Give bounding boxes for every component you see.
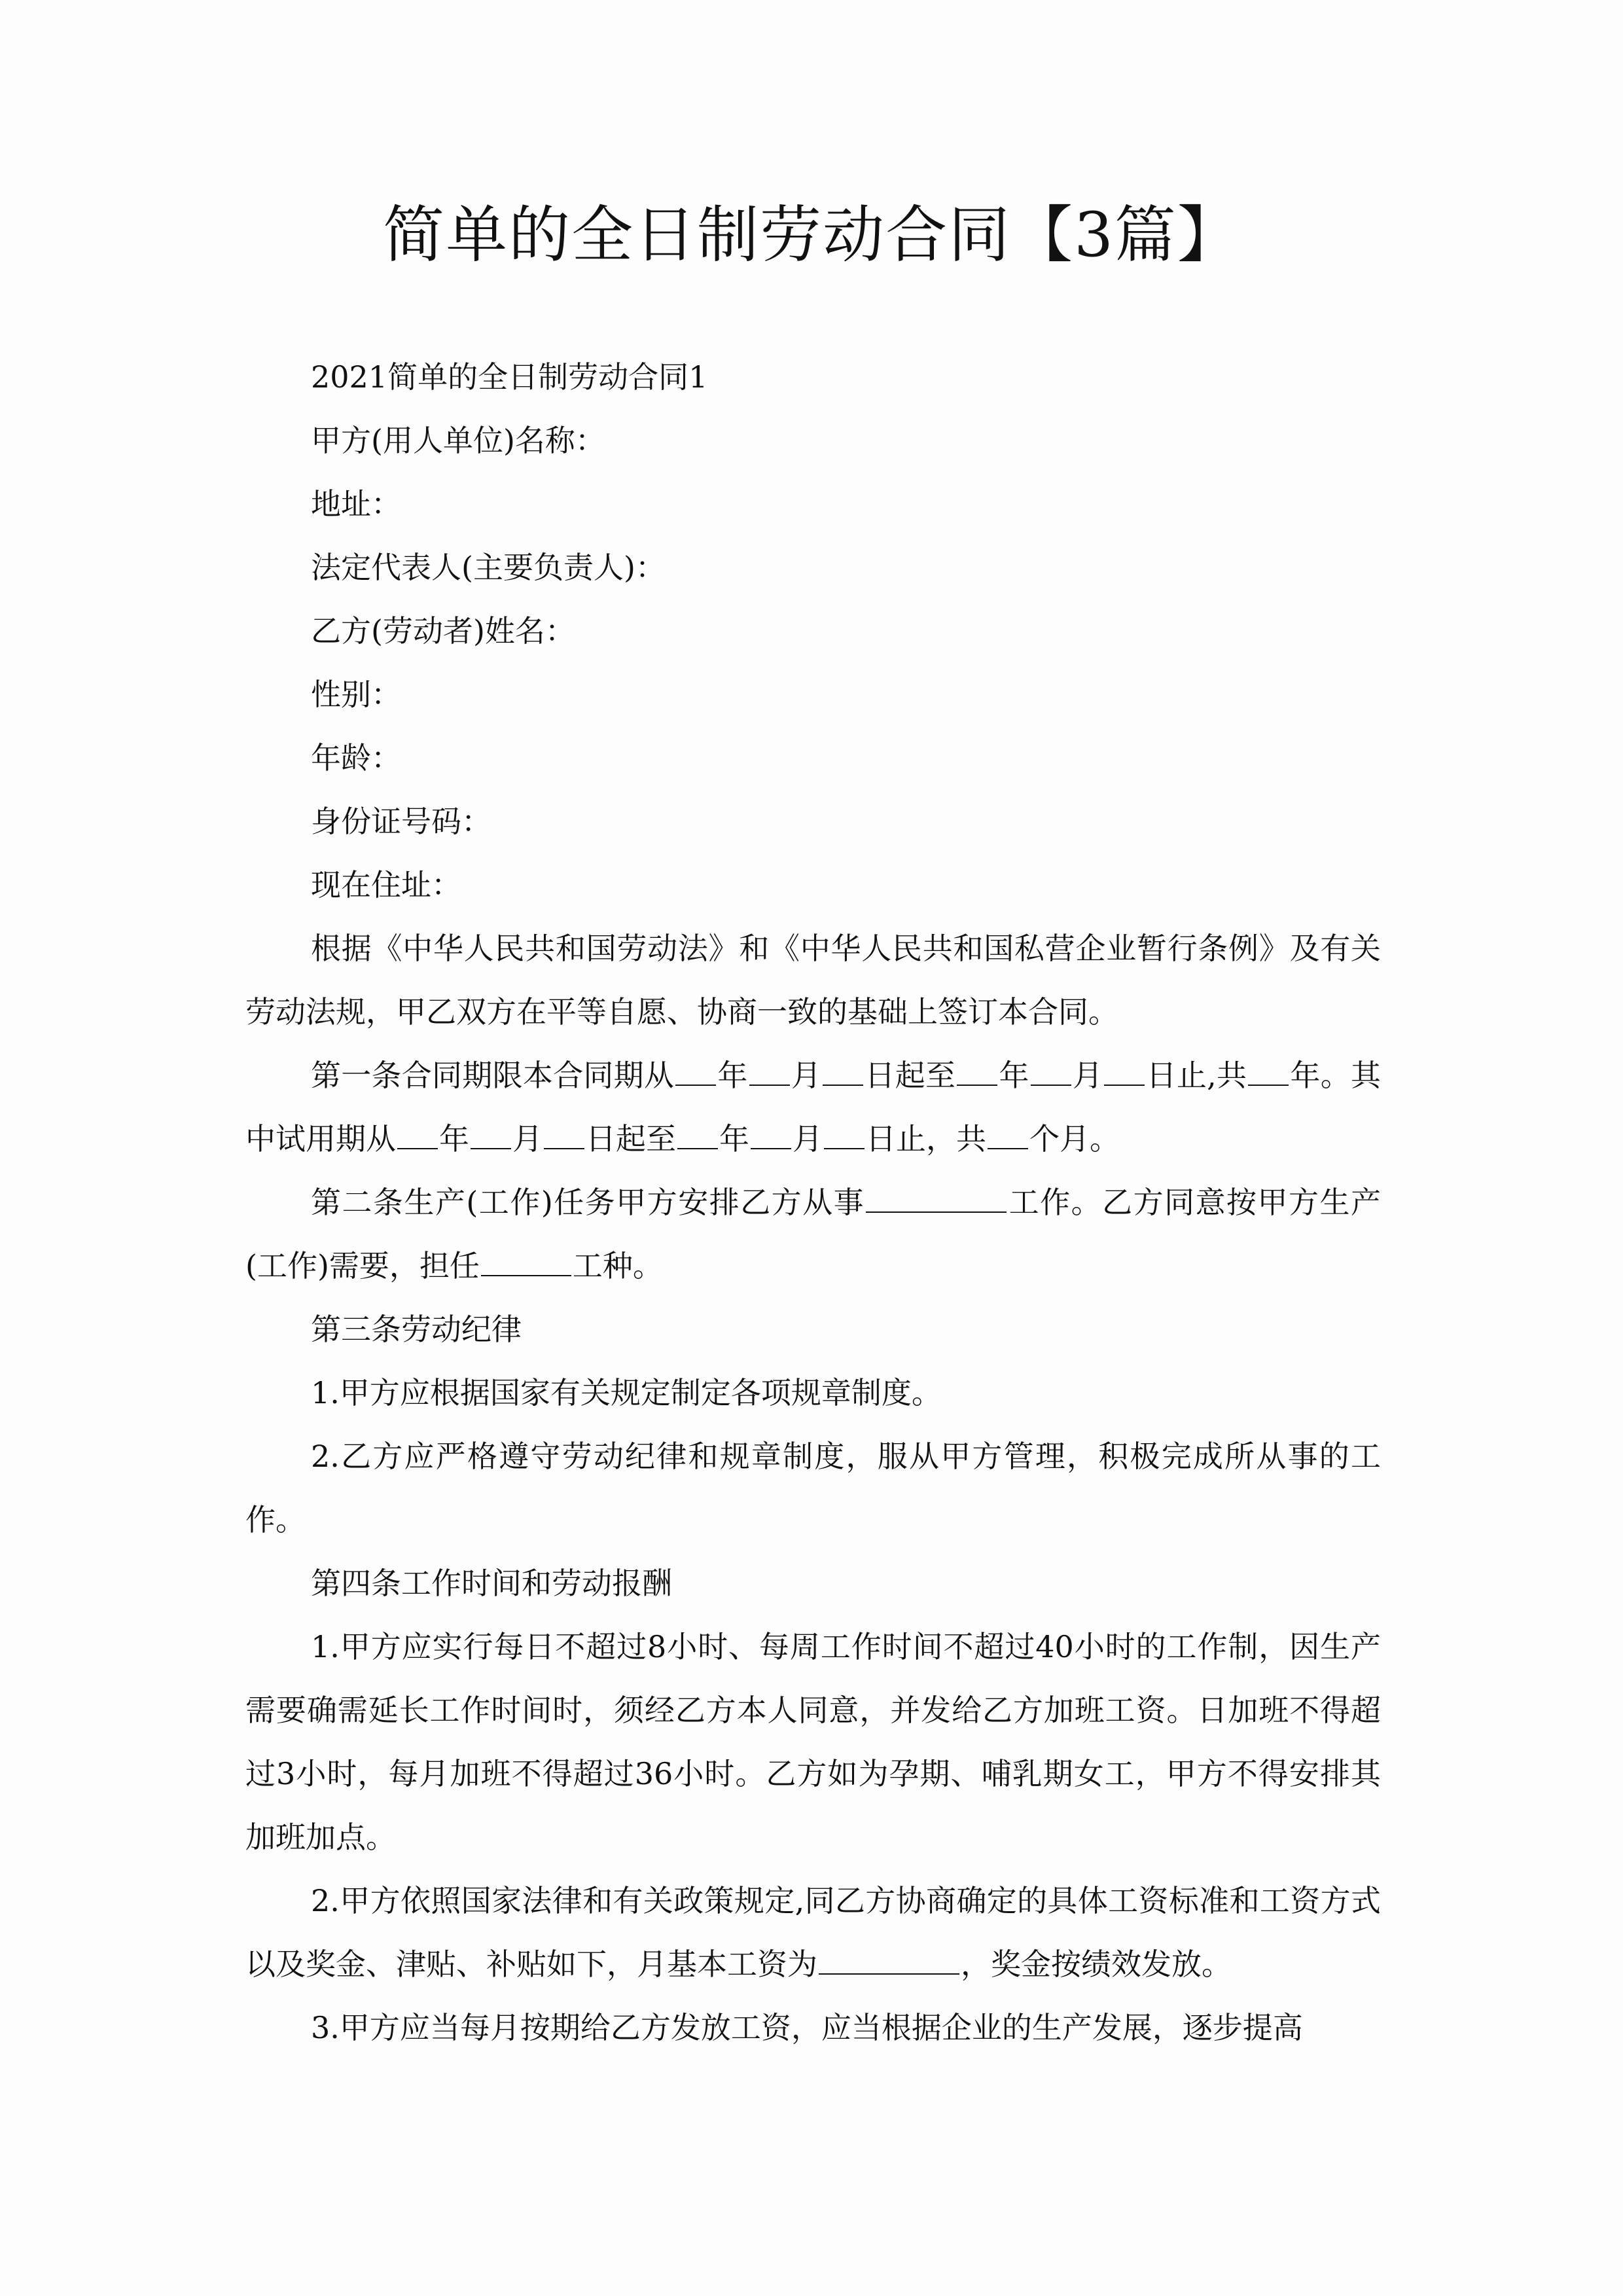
blank-field	[675, 1058, 716, 1086]
document-body	[245, 346, 1381, 2060]
text-segment: 年	[719, 1121, 749, 1157]
field-id-number: 身份证号码：	[311, 804, 491, 839]
blank-field-job	[866, 1185, 1007, 1213]
text-segment: 年	[717, 1058, 748, 1093]
text-segment: 日止，共	[866, 1121, 986, 1157]
field-age: 年龄：	[311, 740, 401, 776]
text-segment: 年	[439, 1121, 469, 1157]
article-4-heading: 第四条工作时间和劳动报酬	[311, 1566, 672, 1601]
field-employer-address: 地址：	[311, 486, 401, 522]
field-current-address: 现在住址：	[311, 867, 461, 903]
text-segment: 工种。	[572, 1248, 663, 1283]
blank-field	[471, 1122, 511, 1149]
text-segment: 2.甲方依照国家法律和有关政策规定,同乙方协商确定的具体工资标准和工资方式以及奖金、津贴、补贴如下，月基本工资为	[245, 1883, 1381, 1982]
document-title: 简单的全日制劳动合同【3篇】	[383, 200, 1240, 271]
article-4-item-3: 3.甲方应当每月按期给乙方发放工资，应当根据企业的生产发展，逐步提高	[311, 2010, 1303, 2045]
text-segment: 第二条生产(工作)任务甲方安排乙方从事	[311, 1185, 865, 1220]
text-segment: 日起至	[586, 1121, 676, 1157]
blank-field	[749, 1058, 790, 1086]
field-legal-representative: 法定代表人(主要负责人)：	[311, 550, 666, 585]
blank-field	[677, 1122, 718, 1149]
blank-field	[544, 1122, 584, 1149]
blank-field	[824, 1122, 865, 1149]
text-segment: ，奖金按绩效发放。	[961, 1946, 1232, 1982]
blank-field	[751, 1122, 791, 1149]
text-segment: 月	[791, 1058, 822, 1093]
field-employer-name: 甲方(用人单位)名称：	[311, 423, 605, 458]
blank-field	[823, 1058, 863, 1086]
text-segment: 工作。乙方同意按甲方生产(工作)需要，担任	[245, 1185, 1381, 1283]
article-4-item-1: 1.甲方应实行每日不超过8小时、每周工作时间不超过40小时的工作制，因生产需要确需延长工作时间时，须经乙方本人同意，并发给乙方加班工资。日加班不得超过3小时，每月加班不得超过36小时。乙方如为孕期、哺乳期女工，甲方不得安排其加班加点。	[245, 1629, 1381, 1855]
text-segment: 月	[512, 1121, 543, 1157]
article-1-contract-term	[245, 1044, 1381, 1171]
blank-field	[1104, 1058, 1145, 1086]
text-segment: 第一条合同期限本合同期从	[311, 1058, 675, 1093]
field-employee-name: 乙方(劳动者)姓名：	[311, 613, 575, 649]
text-segment: 年	[999, 1058, 1029, 1093]
contract-subtitle: 2021简单的全日制劳动合同1	[311, 359, 708, 395]
text-segment: 年。其中试用期从	[245, 1058, 1382, 1157]
article-3-item-2: 2.乙方应严格遵守劳动纪律和规章制度，服从甲方管理，积极完成所从事的工作。	[245, 1439, 1381, 1537]
blank-field-base-salary	[819, 1947, 959, 1975]
article-3-item-1: 1.甲方应根据国家有关规定制定各项规章制度。	[311, 1375, 942, 1410]
blank-field	[1248, 1058, 1289, 1086]
blank-field	[957, 1058, 997, 1086]
text-segment: 月	[793, 1121, 823, 1157]
blank-field	[988, 1122, 1028, 1149]
text-segment: 个月。	[1029, 1121, 1120, 1157]
article-4-item-2	[245, 1869, 1381, 1996]
article-3-heading: 第三条劳动纪律	[311, 1312, 522, 1347]
article-2-work-task	[245, 1171, 1381, 1298]
blank-field	[397, 1122, 438, 1149]
text-segment: 日止,共	[1146, 1058, 1247, 1093]
field-gender: 性别：	[311, 677, 401, 712]
blank-field-work-type	[481, 1249, 571, 1276]
blank-field	[1031, 1058, 1071, 1086]
text-segment: 月	[1072, 1058, 1103, 1093]
preamble-paragraph: 根据《中华人民共和国劳动法》和《中华人民共和国私营企业暂行条例》及有关劳动法规，甲乙双方在平等自愿、协商一致的基础上签订本合同。	[245, 931, 1381, 1030]
text-segment: 日起至	[865, 1058, 956, 1093]
